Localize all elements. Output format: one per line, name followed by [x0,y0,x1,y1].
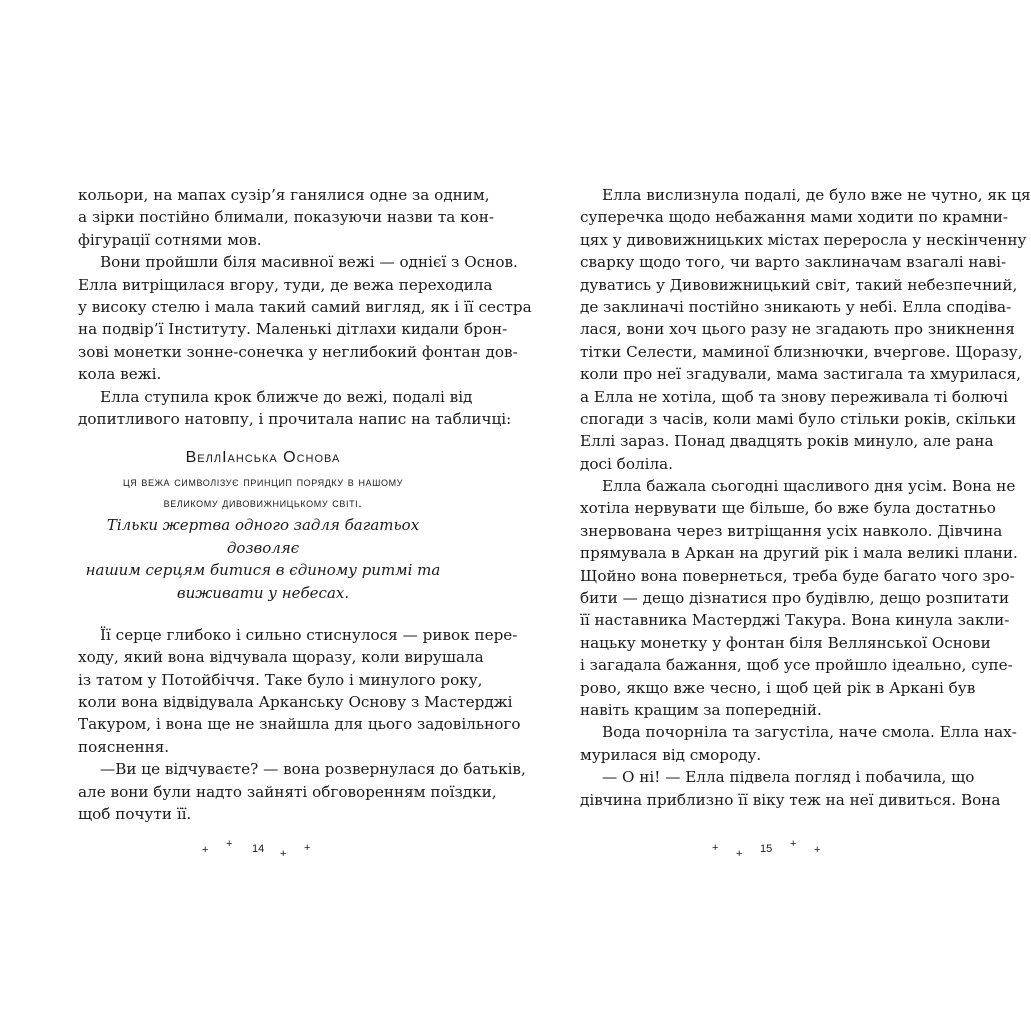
star-ornament-icon: + [790,838,797,850]
text-line: Елла ступила крок ближче до вежі, подалі від [100,387,473,406]
star-ornament-icon: + [202,844,209,856]
star-ornament-icon: + [736,848,743,860]
plaque-italic-line: нашим серцям битися в єдиному ритмі та [85,561,441,580]
text-line: дівчина приблизно її віку теж на неї дивиться. Вона [580,790,1001,809]
text-line: кольори, на мапах сузір’я ганялися одне за одним, [78,186,490,204]
text-line: а Елла не хотіла, щоб та знову переживала ті болючі [580,387,1008,406]
text-line: фігурації сотнями мов. [78,230,262,249]
text-line: Елла витріщилася вгору, туди, де вежа переходила [78,275,493,294]
page-number: 15 [760,843,773,855]
star-ornament-icon: + [814,844,821,856]
plaque-title: ВеллІанська Основа [185,449,341,467]
left-page [78,184,532,825]
text-line: кола вежі. [78,365,162,384]
text-line: коли про неї згадували, мама застигала та хмурилася, [580,365,1021,384]
text-line: Вода почорніла та загустіла, наче смола. Елла нах- [602,723,1017,742]
text-line: на подвір’ї Інституту. Маленькі дітлахи кидали брон- [78,320,508,339]
text-line: — О ні! — Елла підвела погляд і побачила, що [602,768,975,787]
text-line: дуватись у Дивовижницький світ, такий небезпечний, [580,275,1018,294]
folio-left [198,838,318,862]
text-line: зові монетки зонне-сонечка у неглибокий фонтан дов- [78,342,518,361]
plaque-caps-line: ця вежа символізує принцип порядку в нашому [122,475,404,490]
text-line: Елла бажала сьогодні щасливого дня усім. Вона не [602,477,1016,496]
text-line: —Ви це відчуваєте? — вона розвернулася до батьків, [100,760,526,779]
text-line: лася, вони хоч цього разу не згадають про зникнення [580,320,1015,339]
page-number: 14 [252,843,265,855]
star-ornament-icon: + [280,848,287,860]
text-line: із татом у Потойбіччя. Таке було і минулого року, [78,670,483,689]
text-line: але вони були надто зайняті обговоренням поїздки, [78,782,497,801]
text-line: прямувала в Аркан на другий рік і мала великі плани. [580,544,1018,563]
text-line: а зірки постійно блимали, показуючи назви та кон- [78,208,495,227]
text-line: сварку щодо того, чи варто заклиначам взагалі наві- [580,253,1007,272]
text-line: Еллі зараз. Понад двадцять років минуло, але рана [580,432,994,451]
text-line: Її серце глибоко і сильно стиснулося — ривок пере- [100,625,518,644]
text-line: ходу, який вона відчувала щоразу, коли вирушала [78,648,484,667]
text-line: суперечка щодо небажання мами ходити по крамни- [580,208,1008,227]
text-line: навіть кращим за попередній. [580,700,822,719]
text-line: у високу стелю і мала такий самий вигляд, як і її сестра [78,297,532,316]
text-line: щоб почути її. [78,805,192,824]
plaque-italic-line: виживати у небесах. [176,583,350,602]
right-page [580,184,1031,811]
text-line: бити — дещо дізнатися про будівлю, дещо розпитати [580,589,1010,608]
text-line: рово, якщо вже чесно, і щоб цей рік в Аркані був [580,678,976,697]
text-line: знервована через витріщання усіх навколо. Дівчина [580,521,1003,540]
text-line: її наставника Мастерджі Такура. Вона кинула закли- [580,611,1010,630]
star-ornament-icon: + [304,842,311,854]
text-line: і загадала бажання, щоб усе пройшло ідеально, супе- [580,656,1013,675]
plaque-italic-line: Тільки жертва одного задля багатьох дозволяє [106,516,420,557]
plaque-caps-line: великому дивовижницькому світі. [163,496,363,511]
text-line: Елла вислизнула подалі, де було вже не чутно, як ця [602,186,1031,204]
star-ornament-icon: + [226,838,233,850]
text-line: мурилася від смороду. [580,745,762,764]
text-line: де заклиначі постійно зникають у небі. Елла сподіва- [580,297,1012,316]
text-line: нацьку монетку у фонтан біля Веллянської Основи [580,633,991,652]
text-line: Такуром, і вона ще не знайшла для цього задовільного [78,715,521,734]
text-line: хотіла нервувати ще більше, бо вже була достатньо [580,499,996,518]
text-line: тітки Селести, маминої близнючки, вчергове. Щоразу, [580,342,1023,361]
star-ornament-icon: + [712,842,719,854]
text-line: допитливого натовпу, і прочитала напис на табличці: [78,409,512,428]
text-line: Вони пройшли біля масивної вежі — однієї з Основ. [100,253,518,272]
text-line: пояснення. [78,737,170,756]
text-line: цях у дивовижницьких містах переросла у нескінченну [580,230,1027,249]
text-line: Щойно вона повернеться, треба буде багато чого зро- [580,566,1015,585]
folio-right [708,838,828,862]
text-line: спогади з часів, коли мамі було стільки років, скільки [580,409,1017,428]
plaque-inscription [78,446,448,604]
text-line: коли вона відвідувала Арканську Основу з Мастерджі [78,693,513,712]
text-line: досі боліла. [580,454,674,473]
